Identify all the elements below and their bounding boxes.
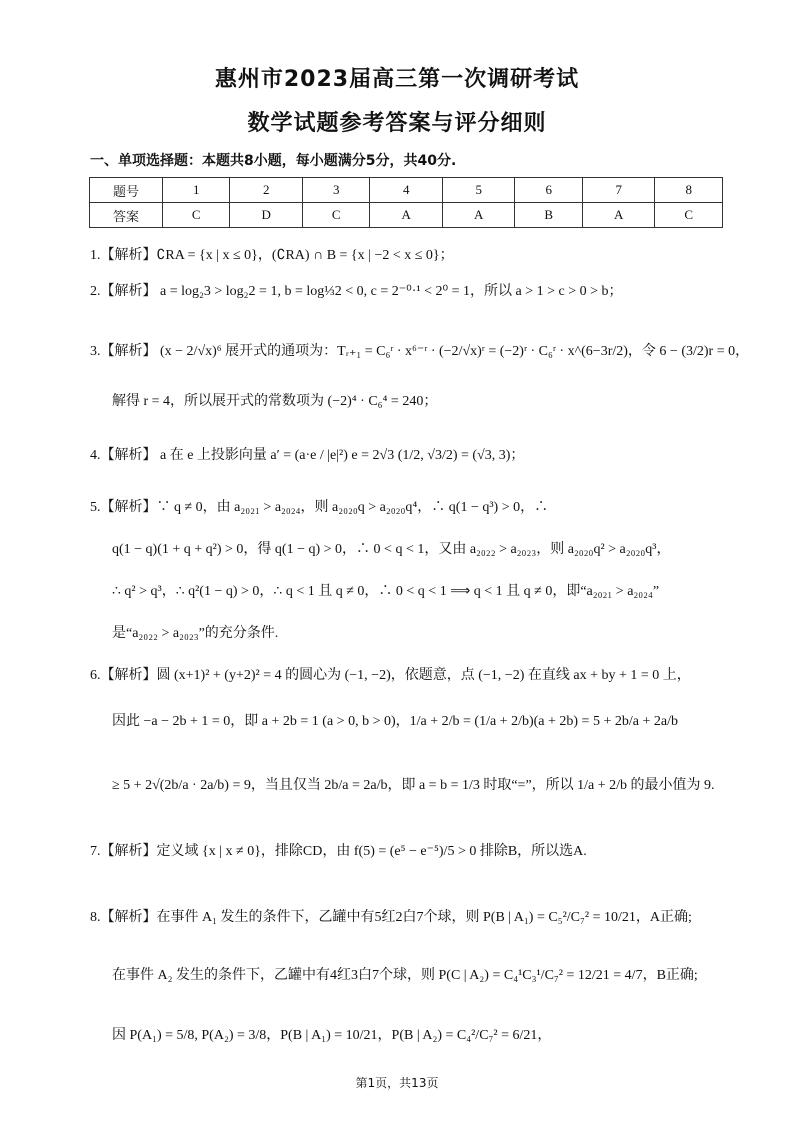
solution-line: 3.【解析】 (x − 2/√x)⁶ 展开式的通项为：Tᵣ₊₁ = C₆ʳ · x⁶⁻ʳ · (−2/√x)ʳ = (−2)ʳ · C₆ʳ · x^(6−3r/2)，令 6 − (3/2)r = 0， bbox=[90, 344, 750, 359]
table-cell: C bbox=[302, 203, 369, 228]
solution-line: 解得 r = 4，所以展开式的常数项为 (−2)⁴ · C₆⁴ = 240； bbox=[112, 394, 438, 409]
solution-line: ∴ q² > q³，∴ q²(1 − q) > 0，∴ q < 1 且 q ≠ 0，∴ 0 < q < 1 ⟹ q < 1 且 q ≠ 0，即“a₂₀₂₁ > a₂₀₂₄” bbox=[112, 584, 660, 599]
table-cell: C bbox=[163, 203, 230, 228]
solution-line: 8.【解析】在事件 A₁ 发生的条件下，乙罐中有5红2白7个球，则 P(B | A₁) = C₅²/C₇² = 10/21，A正确; bbox=[90, 910, 692, 925]
table-cell: 2 bbox=[230, 178, 303, 203]
table-row bbox=[90, 178, 723, 203]
table-cell: 8 bbox=[655, 178, 723, 203]
section-heading: 一、单项选择题：本题共8小题，每小题满分5分，共40分. bbox=[90, 153, 457, 169]
solution-line: 7.【解析】定义域 {x | x ≠ 0}，排除CD，由 f(5) = (e⁵ − e⁻⁵)/5 > 0 排除B，所以选A. bbox=[90, 844, 587, 859]
answer-table bbox=[89, 177, 723, 228]
solution-line: 是“a₂₀₂₂ > a₂₀₂₃”的充分条件. bbox=[112, 626, 279, 641]
table-cell: 6 bbox=[515, 178, 582, 203]
solution-line: 5.【解析】∵ q ≠ 0，由 a₂₀₂₁ > a₂₀₂₄，则 a₂₀₂₀q > a₂₀₂₀q⁴，∴ q(1 − q³) > 0，∴ bbox=[90, 500, 549, 515]
table-cell: 5 bbox=[442, 178, 515, 203]
solution-line: 因 P(A₁) = 5/8, P(A₂) = 3/8，P(B | A₁) = 10/21，P(B | A₂) = C₄²/C₇² = 6/21， bbox=[112, 1028, 552, 1043]
solution-line: 4.【解析】 a 在 e 上投影向量 a′ = (a·e / |e|²) e = 2√3 (1/2, √3/2) = (√3, 3)； bbox=[90, 448, 525, 463]
table-cell: 1 bbox=[163, 178, 230, 203]
table-cell: 题号 bbox=[90, 178, 163, 203]
solution-line: 6.【解析】圆 (x+1)² + (y+2)² = 4 的圆心为 (−1, −2)，依题意，点 (−1, −2) 在直线 ax + by + 1 = 0 上， bbox=[90, 668, 691, 683]
table-cell: 答案 bbox=[90, 203, 163, 228]
table-row bbox=[90, 203, 723, 228]
solution-line: 因此 −a − 2b + 1 = 0，即 a + 2b = 1 (a > 0, b > 0)，1/a + 2/b = (1/a + 2/b)(a + 2b) = 5 + 2b/a + 2a/b bbox=[112, 714, 678, 729]
table-cell: B bbox=[515, 203, 582, 228]
table-cell: A bbox=[370, 203, 443, 228]
table-cell: 3 bbox=[302, 178, 369, 203]
solution-line: 在事件 A₂ 发生的条件下，乙罐中有4红3白7个球，则 P(C | A₂) = C₄¹C₃¹/C₇² = 12/21 = 4/7，B正确; bbox=[112, 968, 698, 983]
table-cell: D bbox=[230, 203, 303, 228]
solution-line: q(1 − q)(1 + q + q²) > 0，得 q(1 − q) > 0，∴ 0 < q < 1，又由 a₂₀₂₂ > a₂₀₂₃，则 a₂₀₂₀q² > a₂₀₂₀q³， bbox=[112, 542, 671, 557]
page-number: 第1页，共13页 bbox=[355, 1076, 439, 1090]
solution-line: ≥ 5 + 2√(2b/a · 2a/b) = 9，当且仅当 2b/a = 2a/b，即 a = b = 1/3 时取“=”，所以 1/a + 2/b 的最小值为 9. bbox=[112, 778, 715, 793]
solution-line: 2.【解析】 a = log₂3 > log₂2 = 1, b = log⅓2 < 0, c = 2⁻⁰·¹ < 2⁰ = 1，所以 a > 1 > c > 0 > b； bbox=[90, 284, 623, 299]
table-cell: 7 bbox=[582, 178, 655, 203]
table-cell: 4 bbox=[370, 178, 443, 203]
document-title: 惠州市2023届高三第一次调研考试 bbox=[214, 67, 580, 92]
table-cell: C bbox=[655, 203, 723, 228]
document-subtitle: 数学试题参考答案与评分细则 bbox=[247, 111, 547, 136]
solution-line: 1.【解析】∁RA = {x | x ≤ 0}，(∁RA) ∩ B = {x | −2 < x ≤ 0}； bbox=[90, 248, 454, 263]
table-cell: A bbox=[582, 203, 655, 228]
table-cell: A bbox=[442, 203, 515, 228]
